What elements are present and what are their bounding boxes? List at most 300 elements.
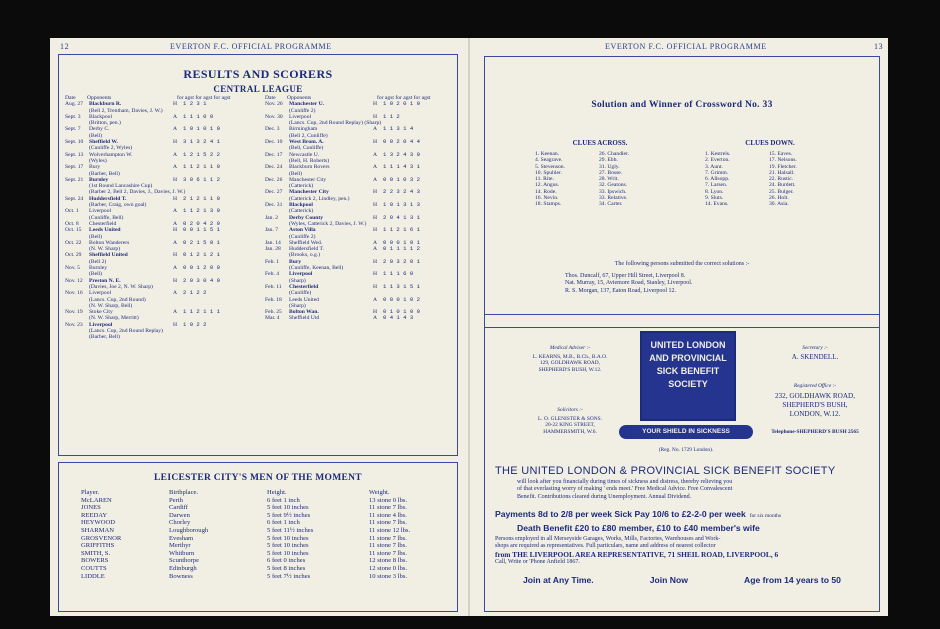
logo-line-1: UNITED LONDON bbox=[650, 340, 726, 350]
result-opponent: Chesterfield bbox=[289, 283, 319, 290]
clue-answer: 26. Chandler. bbox=[599, 151, 629, 157]
result-scores: 1 1 3 1 5 1 bbox=[383, 282, 420, 290]
result-ground: H bbox=[173, 176, 178, 183]
result-scorers: (Sharp) bbox=[289, 302, 306, 309]
result-opponent: Sheffield United bbox=[89, 252, 128, 259]
clues-down-table bbox=[705, 151, 833, 208]
results-subtitle: CENTRAL LEAGUE bbox=[213, 84, 303, 94]
player-name: REEDAY bbox=[81, 511, 108, 519]
result-ground: H bbox=[173, 195, 178, 202]
col-date-2: Date bbox=[265, 95, 276, 101]
crossword-title: Solution and Winner of Crossword No. 33 bbox=[591, 100, 773, 110]
player-weight: 12 stone 0 lbs. bbox=[369, 564, 408, 572]
result-date: Dec. 17 bbox=[265, 151, 283, 158]
result-date: Nov. 23 bbox=[65, 321, 83, 328]
result-scorers: (Bell) bbox=[89, 271, 103, 278]
result-date: Jan. 7 bbox=[265, 227, 279, 234]
clue-answer: 21. Halsall. bbox=[769, 169, 795, 176]
advert-frame bbox=[484, 314, 880, 612]
result-date: Feb. 1 bbox=[265, 258, 279, 265]
result-opponent: Blackburn R. bbox=[89, 101, 122, 108]
medical-label: Medical Adviser :- bbox=[549, 345, 591, 351]
result-date: Oct. 8 bbox=[65, 220, 79, 227]
result-scores: 0 0 1 0 3 2 bbox=[383, 175, 420, 183]
clue-answer: 4. Seagrave. bbox=[535, 157, 563, 164]
result-opponent: Huddersfield T. bbox=[89, 195, 127, 202]
result-opponent: West Brom. A. bbox=[289, 139, 324, 146]
result-scorers: (Cunliffe, Bell) bbox=[89, 214, 124, 221]
result-date: Sept. 7 bbox=[65, 126, 81, 133]
advert-line-6: from THE LIVERPOOL AREA REPRESENTATIVE, 71 SHEIL ROAD, LIVERPOOL, 6 bbox=[495, 550, 779, 560]
result-ground: A bbox=[173, 220, 178, 227]
result-scorers: (Catterick 2, Lindley, pen.) bbox=[289, 195, 350, 202]
result-opponent: Sheffield Utd bbox=[289, 315, 320, 322]
result-date: Nov. 19 bbox=[65, 309, 83, 316]
result-scorers: (Wyles) bbox=[89, 157, 107, 164]
result-date: Sept. 10 bbox=[65, 139, 84, 146]
result-ground: A bbox=[173, 208, 178, 215]
result-ground: H bbox=[373, 271, 378, 278]
clue-answer: 31. Ugly. bbox=[599, 163, 620, 170]
result-scorers: (N. W. Sharp) bbox=[89, 246, 121, 253]
clue-answer: 9. Sluts. bbox=[705, 195, 724, 202]
result-ground: H bbox=[373, 309, 378, 316]
result-date: Nov. 30 bbox=[265, 113, 283, 120]
result-scorers: (Barber, Bell) bbox=[89, 334, 120, 341]
result-scores: 2 0 3 0 4 0 bbox=[183, 276, 220, 284]
solicitors-name: L. O. GLENISTER & SONS. bbox=[538, 415, 602, 422]
player-height: 5 feet 10 inches bbox=[267, 542, 309, 550]
result-ground: H bbox=[173, 277, 178, 284]
player-weight: 10 stone 3 lbs. bbox=[369, 572, 408, 580]
player-row bbox=[81, 557, 416, 565]
player-height: 6 feet 1 inch bbox=[267, 519, 300, 527]
results-table-right bbox=[265, 101, 453, 321]
result-scores: 2 2 3 2 4 3 bbox=[383, 188, 420, 196]
result-opponent: Manchester City bbox=[289, 189, 329, 196]
logo-line-4: SOCIETY bbox=[668, 379, 708, 389]
result-scorers: (Davies, Joe 2, N. W. Sharp) bbox=[89, 283, 153, 290]
player-birthplace: Chorley bbox=[169, 519, 191, 527]
solicitors-label: Solicitors :- bbox=[557, 407, 583, 413]
result-date: Mar. 4 bbox=[265, 315, 280, 322]
advert-footer bbox=[495, 575, 869, 585]
result-date: Oct. 1 bbox=[65, 208, 79, 215]
results-column-left bbox=[65, 95, 255, 341]
result-scores: 0 0 2 0 4 4 bbox=[383, 138, 420, 146]
clue-answer: 8. Lyon. bbox=[705, 188, 724, 195]
player-height: 6 feet 1 inch bbox=[267, 496, 300, 504]
death-benefit-line: Death Benefit £20 to £80 member, £10 to £40 member's wife bbox=[517, 522, 760, 533]
result-opponent: Bolton Wanderers bbox=[89, 239, 130, 246]
player-name: GRIFFITHS bbox=[81, 542, 115, 550]
player-row bbox=[81, 565, 416, 573]
result-scores: 0 1 2 1 2 1 bbox=[183, 251, 220, 259]
clue-answer: 10. Spuhler. bbox=[535, 169, 562, 176]
result-scores: 2 1 2 2 bbox=[183, 289, 207, 297]
result-date: Dec. 26 bbox=[265, 176, 283, 183]
office-label: Registered Office :- bbox=[793, 383, 837, 389]
advert-line-3: Benefit. Contributions cleared during Unemployment. Annual Dividend. bbox=[517, 493, 692, 500]
result-date: Nov. 16 bbox=[65, 290, 83, 297]
result-opponent: Liverpool bbox=[89, 290, 112, 297]
secretary-name: A. SKENDELL. bbox=[791, 352, 839, 361]
result-scorers: (N. W. Sharp, Merritt) bbox=[89, 315, 139, 322]
result-date: Nov. 26 bbox=[265, 101, 283, 108]
result-scores: 3 1 3 2 4 1 bbox=[183, 138, 220, 146]
clue-answer: 28. Writ. bbox=[599, 176, 619, 183]
result-ground: A bbox=[173, 309, 178, 316]
col-date: Date bbox=[65, 95, 76, 101]
result-ground: H bbox=[373, 113, 378, 120]
medical-addr1: 129, GOLDHAWK ROAD, bbox=[539, 360, 601, 366]
result-date: Sept. 13 bbox=[65, 151, 84, 158]
result-opponent: Wolverhampton W. bbox=[89, 151, 133, 158]
payments-line: Payments 8d to 2/8 per week Sick Pay 10/6 to £2-2-0 per week bbox=[495, 508, 746, 519]
result-ground: A bbox=[173, 265, 178, 272]
secretary-label: Secretary :- bbox=[802, 345, 828, 351]
players-header-row bbox=[81, 489, 416, 497]
col-opponents: Opponents bbox=[87, 95, 112, 101]
player-row bbox=[81, 550, 416, 558]
clue-answer: 33. Relative. bbox=[599, 195, 628, 202]
players-frame bbox=[58, 462, 458, 612]
clue-answer: 14. Evans. bbox=[705, 201, 729, 208]
result-scorers: (Cunliffe 2) bbox=[289, 107, 316, 114]
right-page bbox=[470, 38, 888, 616]
players-title: LEICESTER CITY'S MEN OF THE MOMENT bbox=[154, 473, 362, 483]
result-scorers: (Bell) bbox=[89, 132, 103, 139]
result-scores: 1 1 2 1 6 1 bbox=[383, 226, 420, 234]
result-ground: A bbox=[173, 164, 178, 171]
medical-addr2: SHEPHERD'S BUSH, W.12. bbox=[538, 366, 602, 373]
players-table bbox=[81, 489, 416, 580]
society-shield-logo bbox=[640, 331, 736, 421]
player-weight: 11 stone 7 lbs. bbox=[369, 504, 407, 512]
result-scores: 0 0 1 2 0 0 bbox=[183, 264, 220, 272]
result-scorers: (Catterick) bbox=[289, 183, 314, 190]
clue-answer: 2. Everton. bbox=[705, 157, 730, 164]
clues-across bbox=[535, 139, 665, 208]
result-date: Dec. 10 bbox=[265, 139, 283, 146]
clue-answer: 25. Bulger. bbox=[769, 188, 794, 195]
result-ground: H bbox=[373, 283, 378, 290]
result-scorers: (Bell, H. Roberts) bbox=[289, 157, 330, 164]
clue-answer: 1. Kestrels. bbox=[705, 151, 731, 157]
player-height: 5 feet 10 inches bbox=[267, 534, 309, 542]
result-opponent: Liverpool bbox=[89, 321, 113, 328]
clue-answer: 16. Nevin. bbox=[535, 195, 559, 202]
result-scorers: (Bell 2, Trentham, Davies, J. W.) bbox=[89, 107, 163, 114]
result-ground: H bbox=[173, 252, 178, 259]
result-opponent: Derby C. bbox=[89, 126, 110, 133]
result-date: Dec. 31 bbox=[265, 202, 283, 209]
result-date: Feb. 18 bbox=[265, 296, 282, 303]
result-opponent: Chesterfield bbox=[89, 220, 117, 227]
result-opponent: Liverpool bbox=[289, 113, 312, 120]
result-ground: H bbox=[373, 189, 378, 196]
clue-answer: 32. Geatons. bbox=[599, 182, 628, 189]
result-opponent: Liverpool bbox=[289, 271, 313, 278]
player-height: 5 feet 10 inches bbox=[267, 549, 309, 557]
payments-note: for six months bbox=[749, 512, 781, 519]
result-date: Dec. 3 bbox=[265, 126, 280, 133]
result-ground: H bbox=[373, 227, 378, 234]
logo-line-2: AND PROVINCIAL bbox=[649, 353, 727, 363]
player-weight: 13 stone 0 lbs. bbox=[369, 496, 408, 504]
clue-answer: 14. Rode. bbox=[535, 188, 557, 195]
result-ground: A bbox=[373, 239, 378, 246]
result-scorers: (Barber, Bell) bbox=[89, 170, 120, 177]
secretary-block bbox=[765, 345, 865, 360]
player-row bbox=[81, 535, 416, 543]
player-birthplace: Loughborough bbox=[169, 526, 209, 534]
player-name: HEYWOOD bbox=[81, 519, 116, 527]
player-name: McLAREN bbox=[81, 496, 112, 504]
players-col-birthplace: Birthplace. bbox=[169, 489, 199, 496]
clue-answer: 12. Angus. bbox=[535, 182, 560, 189]
result-opponent: Manchester U. bbox=[289, 101, 325, 108]
result-ground: A bbox=[173, 126, 178, 133]
col-scores: for agst for agst for agst bbox=[177, 95, 231, 101]
clue-answer: 27. Bosse. bbox=[599, 169, 623, 176]
result-scorers: (Brooks, o.g.) bbox=[289, 252, 321, 259]
result-date: Dec. 24 bbox=[265, 164, 283, 171]
result-scores: 0 4 1 4 3 bbox=[383, 314, 414, 322]
result-opponent: Aston Villa bbox=[289, 227, 316, 234]
result-opponent: Bury bbox=[89, 164, 101, 171]
footer-join-now: Join Now bbox=[649, 574, 688, 585]
result-date: Jan. 28 bbox=[265, 246, 281, 253]
solicitors-addr1: 20-22 KING STREET, bbox=[545, 422, 595, 428]
advert-line-2: of that everlasting worry of making ' ends meet.' Free Medical Advice. Free Convalescent bbox=[517, 486, 733, 493]
clues-across-title: CLUES ACROSS. bbox=[572, 139, 628, 147]
left-page bbox=[50, 38, 470, 616]
result-scorers: (N. W. Sharp, Bell) bbox=[89, 302, 133, 309]
advert-line-1: will look after you financially during times of sickness and distress, thereby relieving you bbox=[517, 479, 733, 485]
player-height: 5 feet 9½ inches bbox=[267, 511, 311, 519]
clue-answer: 17. Nelsons. bbox=[769, 157, 797, 164]
result-opponent: Blackpool bbox=[289, 202, 313, 209]
result-scores: 1 1 2 1 1 0 bbox=[183, 163, 220, 171]
result-scorers: (Bell) bbox=[289, 170, 303, 177]
player-weight: 11 stone 7 lbs. bbox=[369, 542, 407, 550]
clue-answer: 29. Ebb. bbox=[599, 157, 618, 164]
player-birthplace: Merthyr bbox=[169, 542, 191, 550]
result-ground: H bbox=[373, 214, 378, 221]
result-opponent: Leeds United bbox=[89, 227, 121, 234]
player-birthplace: Edinburgh bbox=[169, 564, 197, 572]
player-name: JONES bbox=[81, 504, 101, 512]
result-scores: 1 0 2 0 1 0 bbox=[383, 100, 420, 108]
col-opponents-2: Opponents bbox=[287, 95, 312, 101]
result-row bbox=[265, 315, 453, 321]
result-scores: 0 0 0 1 0 1 bbox=[383, 238, 420, 246]
solicitors-block bbox=[525, 407, 615, 435]
result-date: Feb. 25 bbox=[265, 309, 282, 316]
page-number-left: 12 bbox=[60, 42, 70, 51]
clue-answer: 34. Carter. bbox=[599, 201, 623, 208]
result-scores: 1 1 1 6 0 bbox=[383, 270, 414, 278]
result-date: Oct. 22 bbox=[65, 239, 82, 246]
result-opponent: Derby County bbox=[289, 214, 324, 221]
result-opponent: Bolton Wan. bbox=[289, 309, 319, 316]
player-name: GROSVENOR bbox=[81, 534, 122, 542]
result-scorers: (Bell, Cunliffe) bbox=[289, 145, 324, 152]
footer-join-any-time: Join at Any Time. bbox=[523, 574, 594, 585]
result-scorers: (Cunliffe 2) bbox=[289, 233, 316, 240]
result-scores: 3 0 6 1 1 2 bbox=[183, 175, 220, 183]
result-scorers: (Wyles, Catterick 2, Davies, J. W.) bbox=[289, 220, 367, 227]
player-birthplace: Darwen bbox=[169, 511, 190, 519]
result-ground: A bbox=[173, 239, 178, 246]
players-col-weight: Weight. bbox=[369, 489, 390, 496]
society-ribbon: YOUR SHIELD IN SICKNESS bbox=[619, 425, 753, 439]
result-scores: 0 2 1 5 0 1 bbox=[183, 238, 220, 246]
player-name: BOWERS bbox=[81, 557, 109, 565]
result-scores: 0 1 1 1 1 2 bbox=[383, 245, 420, 253]
clue-answer: 6. Allsopp. bbox=[705, 176, 730, 183]
medical-block bbox=[525, 345, 615, 373]
clue-answer: 30. Asia. bbox=[769, 201, 789, 208]
result-date: Dec. 27 bbox=[265, 189, 283, 196]
office-addr3: LONDON, W.12. bbox=[789, 409, 841, 418]
result-opponent: Manchester City bbox=[289, 176, 327, 183]
result-scorers: (Catterick) bbox=[289, 208, 314, 215]
result-scorers: (Bell) bbox=[89, 233, 103, 240]
result-date: Oct. 15 bbox=[65, 227, 82, 234]
player-name: LIDDLE bbox=[81, 572, 105, 580]
running-head-right: EVERTON F.C. OFFICIAL PROGRAMME bbox=[605, 42, 767, 51]
result-scores: 1 2 3 1 bbox=[183, 100, 207, 108]
result-opponent: Birmingham bbox=[289, 126, 318, 133]
result-scores: 1 2 1 5 2 2 bbox=[183, 150, 220, 158]
result-ground: H bbox=[373, 139, 378, 146]
result-scorers: (1st Round Lancashire Cup) bbox=[89, 183, 153, 190]
result-opponent: Bury bbox=[289, 258, 302, 265]
result-scorers-row bbox=[65, 334, 253, 340]
clue-answer: 11. Rite. bbox=[535, 176, 554, 183]
result-scores: 1 1 1 0 0 bbox=[183, 112, 214, 120]
result-scores: 0 0 1 1 5 1 bbox=[183, 226, 220, 234]
player-birthplace: Cardiff bbox=[169, 504, 188, 512]
players-col-player: Player. bbox=[81, 489, 100, 496]
office-addr2: SHEPHERD'S BUSH, bbox=[782, 400, 848, 409]
player-weight: 11 stone 7 lbs. bbox=[369, 549, 407, 557]
result-scorers: (Lancs. Cup, 2nd Round Replay) bbox=[89, 327, 163, 334]
player-birthplace: Whitburn bbox=[169, 549, 195, 557]
result-opponent: Preston N. E. bbox=[89, 277, 121, 284]
player-row bbox=[81, 512, 416, 520]
player-weight: 11 stone 7 lbs. bbox=[369, 534, 407, 542]
result-opponent: Newcastle U. bbox=[289, 151, 320, 158]
result-date: Sept. 17 bbox=[65, 164, 84, 171]
result-date: Feb. 11 bbox=[265, 283, 282, 290]
clue-answer: 1. Keenan. bbox=[535, 151, 560, 157]
result-ground: A bbox=[373, 296, 378, 303]
result-ground: A bbox=[173, 290, 178, 297]
result-scores: 1 1 3 1 4 bbox=[383, 125, 414, 133]
result-date: Jan. 2 bbox=[265, 214, 279, 221]
result-scores: 1 1 2 1 1 1 bbox=[183, 308, 220, 316]
solicitors-addr2: HAMMERSMITH, W.6. bbox=[543, 428, 597, 435]
result-scorers: (Lancs. Cup, 2nd Round Replay) (Sharp) bbox=[289, 120, 382, 127]
office-block bbox=[753, 383, 877, 435]
clue-answer: 15. Eaves. bbox=[769, 151, 793, 157]
result-opponent: Leeds United bbox=[289, 296, 319, 303]
running-head-left: EVERTON F.C. OFFICIAL PROGRAMME bbox=[170, 42, 332, 51]
result-scorers: (Britton, pen.) bbox=[89, 120, 121, 127]
results-frame bbox=[58, 54, 458, 456]
clue-answer: 7. Larsen. bbox=[705, 182, 728, 189]
result-scorers: (Bell 2, Cunliffe) bbox=[289, 132, 328, 139]
result-scores: 2 0 4 1 3 1 bbox=[383, 213, 420, 221]
solvers-intro: The following persons submitted the correct solutions :- bbox=[614, 261, 750, 267]
result-opponent: Sheffield Wed. bbox=[289, 239, 323, 246]
result-opponent: Sheffield W. bbox=[89, 139, 118, 146]
result-scorers: (Barber, Craig, own goal) bbox=[89, 202, 147, 209]
players-col-height: Height. bbox=[267, 489, 287, 496]
result-scores: 0 2 0 4 2 0 bbox=[183, 219, 220, 227]
player-birthplace: Perth bbox=[169, 496, 183, 504]
results-table-left bbox=[65, 101, 253, 340]
clue-row bbox=[705, 201, 833, 207]
clue-answer: 22. Rustic. bbox=[769, 176, 794, 183]
result-scores: 1 3 2 4 3 0 bbox=[383, 150, 420, 158]
result-ground: H bbox=[173, 227, 178, 234]
result-scores: 0 1 0 1 0 0 bbox=[383, 308, 420, 316]
player-height: 5 feet 7½ inches bbox=[267, 572, 311, 580]
registration-number: (Reg. No. 1729 London). bbox=[658, 447, 714, 453]
advert-line-7: Call, Write or 'Phone Anfield 1867. bbox=[495, 559, 580, 566]
result-date: Sept. 3 bbox=[65, 113, 81, 120]
result-opponent: Liverpool bbox=[89, 208, 112, 215]
footer-age-range: Age from 14 years to 50 bbox=[744, 574, 841, 585]
result-scorers: (Sharp) bbox=[289, 277, 306, 284]
result-scores: 1 1 1 4 3 1 bbox=[383, 163, 420, 171]
result-scores: 1 1 2 1 3 0 bbox=[183, 207, 220, 215]
player-height: 5 feet 8 inches bbox=[267, 564, 306, 572]
player-height: 5 feet 11½ inches bbox=[267, 526, 314, 534]
advert-line-5: shops are required as representatives. Full particulars, name and address of nearest collector bbox=[495, 543, 716, 550]
clue-answer: 5. Stevenson. bbox=[535, 163, 565, 170]
result-date: Sept. 21 bbox=[65, 176, 84, 183]
result-spacer bbox=[65, 334, 89, 340]
advert-body bbox=[495, 465, 869, 585]
result-ground: A bbox=[373, 176, 378, 183]
player-row bbox=[81, 542, 416, 550]
results-column-right bbox=[265, 95, 455, 322]
crossword-frame bbox=[484, 56, 880, 328]
phone-number: Telephone-SHEPHERD'S BUSH 2565 bbox=[771, 428, 859, 435]
player-row bbox=[81, 504, 416, 512]
result-opponent: Blackburn Rovers bbox=[289, 164, 330, 171]
player-weight: 11 stone 7 lbs. bbox=[369, 519, 407, 527]
solver-entry: Nat. Murray, 15, Aviemore Road, Stanley, Liverpool. bbox=[565, 280, 693, 287]
result-date: Sept. 24 bbox=[65, 195, 84, 202]
result-scorers: (Barber 2, Bell 2, Davies, J., Davies, J. W.) bbox=[89, 189, 186, 196]
society-title: THE UNITED LONDON & PROVINCIAL SICK BENEFIT SOCIETY bbox=[495, 465, 836, 477]
result-scores: 2 0 3 2 0 1 bbox=[383, 257, 420, 265]
result-date: Oct. 29 bbox=[65, 252, 82, 259]
clue-answer: 3. Aunt. bbox=[705, 163, 723, 170]
result-ground: A bbox=[373, 246, 378, 253]
result-scores: 1 0 2 2 bbox=[183, 320, 207, 328]
player-weight: 11 stone 12 lbs. bbox=[369, 526, 411, 534]
result-scorers: (Cunliffe, Keenan, Bell) bbox=[289, 265, 344, 272]
advert-line-4: Persons employed in all Merseyside Garages, Works, Mills, Factories, Warehouses and Work- bbox=[495, 535, 721, 542]
clue-row bbox=[535, 201, 663, 207]
